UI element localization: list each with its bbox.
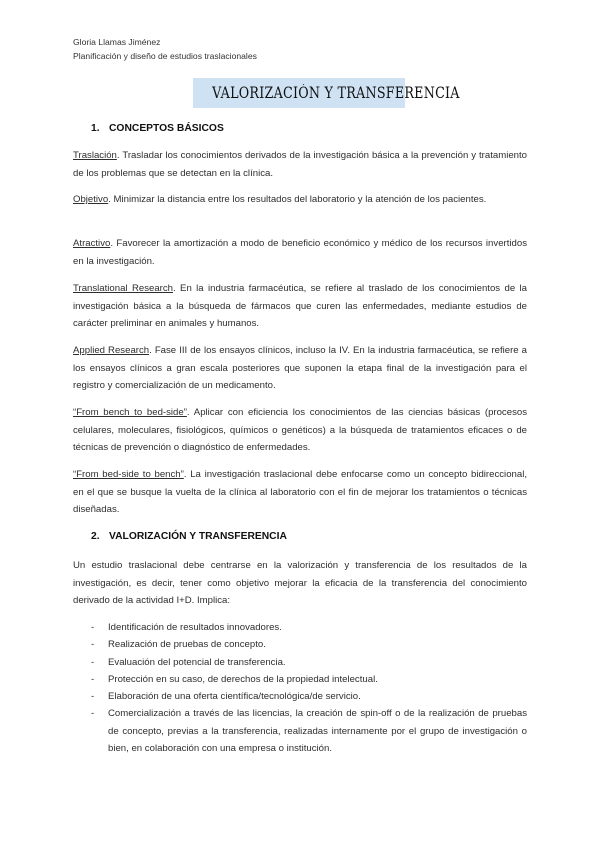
concept-term: Atractivo (73, 238, 111, 249)
concept-paragraph (73, 342, 527, 395)
concept-text: . Minimizar la distancia entre los resultados del laboratorio y la atención de los pacientes. (108, 194, 487, 205)
list-bullet: - (91, 708, 95, 720)
list-item (73, 636, 527, 653)
concept-text: . Fase III de los ensayos clínicos, incluso la IV. En la industria farmacéutica, se refiere a los ensayos clínicos a gran escala posteriores que suponen la etapa final de la investigación para el registro y comercialización de un medicamento. (73, 345, 527, 392)
concept-text: . Favorecer la amortización a modo de beneficio económico y médico de los recursos invertidos en la investigación. (73, 238, 527, 267)
list-item (73, 688, 527, 705)
list-item-text: Protección en su caso, de derechos de la propiedad intelectual. (108, 673, 378, 685)
concept-term: Applied Research (73, 345, 150, 356)
section-1-heading (91, 123, 224, 134)
page-title: VALORIZACIÓN Y TRANSFERENCIA (212, 84, 460, 102)
list-item-text: Evaluación del potencial de transferencia. (108, 656, 286, 668)
section-1-title: CONCEPTOS BÁSICOS (109, 123, 224, 134)
section-1-number: 1. (91, 123, 100, 134)
concept-term: Objetivo (73, 194, 109, 205)
list-item (73, 705, 527, 757)
concept-paragraph (73, 235, 527, 270)
section-2-title: VALORIZACIÓN Y TRANSFERENCIA (109, 531, 287, 542)
concept-term: Translational Research (73, 283, 174, 294)
concept-paragraph (73, 404, 527, 457)
list-bullet: - (91, 691, 95, 703)
concept-paragraph (73, 147, 527, 182)
list-item-text: Identificación de resultados innovadores. (108, 622, 282, 633)
list-item-text: Realización de pruebas de concepto. (108, 639, 266, 651)
list-bullet: - (91, 622, 95, 633)
section-2-heading (91, 531, 287, 542)
header-author: Gloria Llamas Jiménez (73, 37, 161, 47)
section-2-intro: Un estudio traslacional debe centrarse en la valorización y transferencia de los resultados de la investigación, es decir, tener como objetivo mejorar la eficacia de la transferencia del conocimiento derivado de la actividad I+D. Implica: (73, 560, 527, 607)
list-item (73, 671, 527, 688)
list-item (73, 654, 527, 671)
title-banner (193, 78, 460, 108)
concept-paragraph (73, 191, 527, 209)
concept-paragraph (73, 466, 527, 519)
concept-paragraph (73, 280, 527, 333)
list-bullet: - (91, 639, 95, 651)
list-item (73, 619, 527, 636)
list-item-text: Elaboración de una oferta científica/tecnológica/de servicio. (108, 691, 361, 703)
concept-text: . Aplicar con eficiencia los conocimientos de las ciencias básicas (procesos celulares, moleculares, fisiológicos, químicos o genéticos) a la búsqueda de tratamientos eficaces o de técnicas de prevención o diagnóstico de enfermedades. (73, 407, 527, 454)
list-bullet: - (91, 673, 95, 685)
concept-text: . La investigación traslacional debe enfocarse como un concepto bidireccional, en el que se busque la vuelta de la clínica al laboratorio con el fin de mejorar los tratamientos o técnicas diseñadas. (73, 469, 527, 516)
header-subject: Planificación y diseño de estudios traslacionales (73, 51, 257, 61)
concept-text: . Trasladar los conocimientos derivados de la investigación básica a la prevención y tratamiento de los problemas que se detectan en la clínica. (73, 150, 527, 179)
list-item-text: Comercialización a través de las licencias, la creación de spin-off o de la realización de pruebas de concepto, previas a la transferencia, realizadas internamente por el grupo de investigación o bien, en colaboración con una empresa o institución. (108, 708, 527, 755)
section-2-number: 2. (91, 531, 100, 542)
concept-term: “From bed-side to bench” (73, 469, 184, 480)
implications-list (73, 619, 527, 757)
concept-term: “From bench to bed-side” (73, 407, 187, 418)
concept-term: Traslación (73, 150, 117, 161)
concept-text: . En la industria farmacéutica, se refiere al traslado de los conocimientos de la investigación básica a la búsqueda de fármacos que curen las enfermedades, mediante estudios de carácter preliminar en animales y humanos. (73, 283, 528, 330)
list-bullet: - (91, 656, 95, 668)
